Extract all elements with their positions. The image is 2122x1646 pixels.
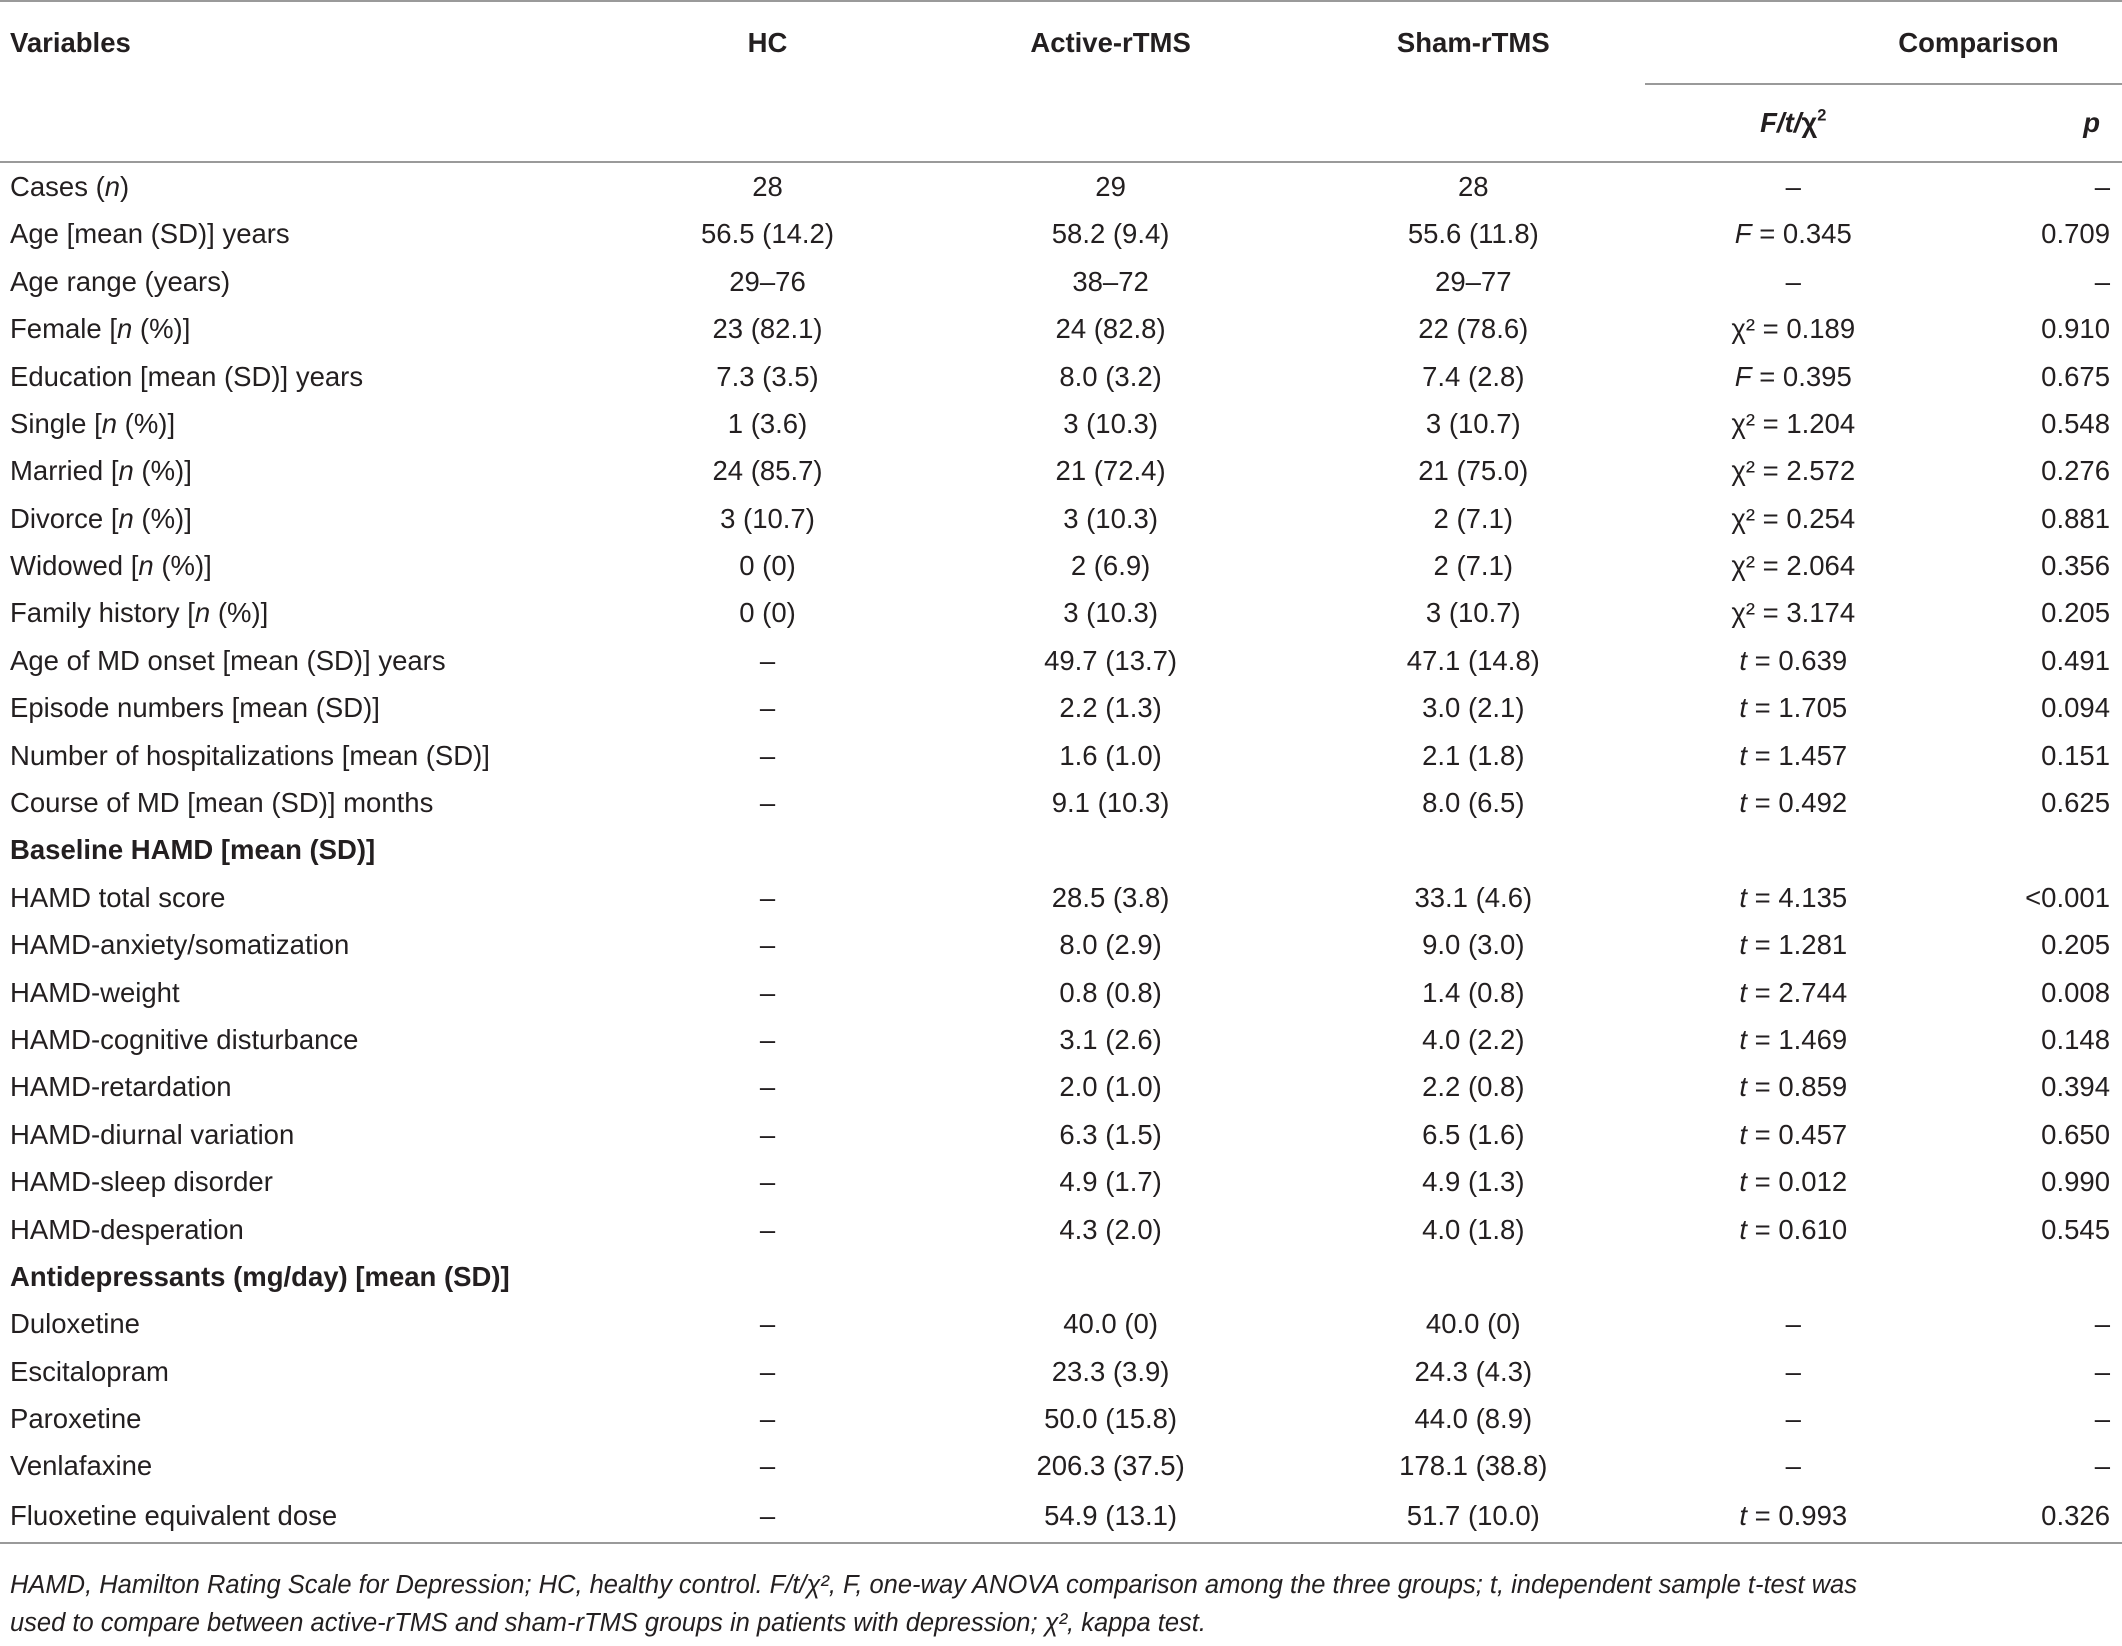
table-row xyxy=(0,1300,2122,1347)
row-label: Family history [n (%)] xyxy=(10,597,269,629)
cell-hc: – xyxy=(759,1023,776,1055)
cell-p: 0.990 xyxy=(2041,1166,2110,1198)
cell-sham: 9.0 (3.0) xyxy=(1422,929,1525,961)
header-p: p xyxy=(1942,84,2122,162)
cell-active: 3 (10.3) xyxy=(1063,407,1158,439)
cell-active: 8.0 (2.9) xyxy=(1059,929,1162,961)
table-row xyxy=(0,1490,2122,1543)
cell-stat: χ² = 3.174 xyxy=(1731,597,1856,629)
cell-p: 0.545 xyxy=(2041,1213,2110,1245)
table-row xyxy=(0,258,2122,305)
footnote-line-2: used to compare between active-rTMS and sham-rTMS groups in patients with depression; χ², kappa test. xyxy=(10,1609,1206,1637)
header-row-2 xyxy=(0,84,2122,162)
cell-sham: 2.2 (0.8) xyxy=(1422,1071,1525,1103)
table-row xyxy=(0,495,2122,542)
cell-hc: – xyxy=(759,1355,776,1387)
cell-sham: 44.0 (8.9) xyxy=(1414,1403,1533,1435)
cell-stat: F = 0.345 xyxy=(1734,218,1852,250)
cell-sham: 22 (78.6) xyxy=(1418,313,1529,345)
table-row xyxy=(0,732,2122,779)
cell-sham: 8.0 (6.5) xyxy=(1422,787,1525,819)
cell-sham: 3 (10.7) xyxy=(1425,407,1521,439)
cell-hc: – xyxy=(759,787,776,819)
cell-sham: 6.5 (1.6) xyxy=(1422,1118,1525,1150)
cell-stat: t = 2.744 xyxy=(1739,976,1848,1008)
cell-active: 50.0 (15.8) xyxy=(1044,1403,1178,1435)
row-label: Episode numbers [mean (SD)] xyxy=(10,692,380,724)
cell-stat: t = 0.993 xyxy=(1645,1490,1942,1543)
cell-sham: 33.1 (4.6) xyxy=(1414,881,1533,913)
footnote-line-1: HAMD, Hamilton Rating Scale for Depression; HC, healthy control. F/t/χ², F, one-way ANOVA comparison among the three groups; t, independent sample t-test was xyxy=(10,1571,1857,1599)
cell-p: 0.709 xyxy=(2041,218,2110,250)
cell-p: 0.650 xyxy=(2041,1118,2110,1150)
row-label: HAMD-retardation xyxy=(10,1071,232,1103)
table-row xyxy=(0,1063,2122,1110)
table-body xyxy=(0,162,2122,1543)
cell-active: 4.3 (2.0) xyxy=(1059,1213,1162,1245)
cell-hc: 0 (0) xyxy=(739,597,796,629)
cell-sham: 40.0 (0) xyxy=(1425,1308,1521,1340)
cell-hc: – xyxy=(759,644,776,676)
cell-hc: – xyxy=(759,1166,776,1198)
cell-stat: – xyxy=(1785,1403,1801,1435)
row-label: Single [n (%)] xyxy=(10,407,176,439)
cell-hc: – xyxy=(759,1450,776,1482)
cell-active: 54.9 (13.1) xyxy=(920,1490,1302,1543)
table-row xyxy=(0,210,2122,257)
row-label: Female [n (%)] xyxy=(10,313,191,345)
cell-active: 3.1 (2.6) xyxy=(1059,1023,1162,1055)
table-row xyxy=(0,1443,2122,1490)
table-row xyxy=(0,400,2122,447)
cell-stat: t = 0.639 xyxy=(1739,644,1848,676)
cell-active: 40.0 (0) xyxy=(1063,1308,1158,1340)
header-stat: $F/t/\chi^2$ xyxy=(1645,84,1942,162)
cell-sham: 47.1 (14.8) xyxy=(1406,644,1540,676)
cell-p: 0.491 xyxy=(2041,644,2110,676)
cell-active: 4.9 (1.7) xyxy=(1059,1166,1162,1198)
row-label: HAMD-desperation xyxy=(10,1213,244,1245)
row-label: Cases (n) xyxy=(10,170,130,202)
section-row xyxy=(0,1253,2122,1300)
table-row xyxy=(0,684,2122,731)
cell-stat: t = 0.012 xyxy=(1739,1166,1848,1198)
cell-p: 0.148 xyxy=(2041,1023,2110,1055)
cell-sham: 4.9 (1.3) xyxy=(1422,1166,1525,1198)
cell-stat: t = 1.469 xyxy=(1739,1023,1848,1055)
cell-active: 9.1 (10.3) xyxy=(1051,787,1170,819)
table-row xyxy=(0,921,2122,968)
section-row xyxy=(0,826,2122,873)
cell-p: 0.008 xyxy=(2041,976,2110,1008)
row-label: Widowed [n (%)] xyxy=(10,550,212,582)
cell-stat: χ² = 0.254 xyxy=(1731,502,1856,534)
cell-hc: 24 (85.7) xyxy=(712,455,823,487)
cell-p: – xyxy=(2094,1450,2110,1482)
cell-sham: 28 xyxy=(1458,170,1489,202)
cell-p: – xyxy=(2094,265,2110,297)
header-comparison xyxy=(1645,1,2122,84)
cell-hc: 56.5 (14.2) xyxy=(701,218,835,250)
cell-sham: 21 (75.0) xyxy=(1418,455,1529,487)
cell-stat: t = 0.457 xyxy=(1739,1118,1848,1150)
cell-stat: t = 1.281 xyxy=(1739,929,1848,961)
row-label: Venlafaxine xyxy=(10,1450,153,1482)
table-row xyxy=(0,542,2122,589)
cell-p: 0.881 xyxy=(2041,502,2110,534)
table-row xyxy=(0,1348,2122,1395)
cell-active: 38–72 xyxy=(1072,265,1149,297)
cell-active: 2.0 (1.0) xyxy=(1059,1071,1162,1103)
table-row xyxy=(0,1111,2122,1158)
cell-stat: F = 0.395 xyxy=(1734,360,1852,392)
row-label: Age [mean (SD)] years xyxy=(10,218,290,250)
cell-hc: 23 (82.1) xyxy=(712,313,823,345)
cell-stat: – xyxy=(1785,1450,1801,1482)
row-label: Course of MD [mean (SD)] months xyxy=(10,787,434,819)
cell-stat: t = 0.859 xyxy=(1739,1071,1848,1103)
cell-p: – xyxy=(2094,170,2110,202)
row-label: Escitalopram xyxy=(10,1355,169,1387)
header-comparison-label: Comparison xyxy=(1898,26,2059,58)
cell-sham: 2 (7.1) xyxy=(1433,550,1514,582)
cell-p: 0.356 xyxy=(2041,550,2110,582)
cell-stat: – xyxy=(1785,1308,1801,1340)
cell-sham: 3 (10.7) xyxy=(1425,597,1521,629)
row-label: Age of MD onset [mean (SD)] years xyxy=(10,644,446,676)
row-label: Number of hospitalizations [mean (SD)] xyxy=(10,739,490,771)
cell-active: 6.3 (1.5) xyxy=(1059,1118,1162,1150)
header-sham: Sham-rTMS xyxy=(1302,1,1645,84)
cell-hc: 7.3 (3.5) xyxy=(716,360,819,392)
cell-p: 0.205 xyxy=(2041,929,2110,961)
cell-sham: 2 (7.1) xyxy=(1433,502,1514,534)
cell-active: 29 xyxy=(1095,170,1126,202)
cell-p: – xyxy=(2094,1355,2110,1387)
cell-p: 0.910 xyxy=(2041,313,2110,345)
cell-hc: – xyxy=(759,1403,776,1435)
cell-stat: χ² = 2.064 xyxy=(1731,550,1856,582)
cell-stat: χ² = 0.189 xyxy=(1731,313,1856,345)
cell-sham: 2.1 (1.8) xyxy=(1422,739,1525,771)
cell-stat: t = 1.457 xyxy=(1739,739,1848,771)
row-label: HAMD-anxiety/somatization xyxy=(10,929,350,961)
table-row xyxy=(0,353,2122,400)
cell-active: 2.2 (1.3) xyxy=(1059,692,1162,724)
cell-p: 0.151 xyxy=(2041,739,2110,771)
header-active: Active-rTMS xyxy=(920,1,1302,84)
cell-active: 3 (10.3) xyxy=(1063,502,1158,534)
cell-active: 24 (82.8) xyxy=(1055,313,1166,345)
cell-stat: t = 0.610 xyxy=(1739,1213,1848,1245)
cell-stat: χ² = 2.572 xyxy=(1731,455,1856,487)
cell-stat: – xyxy=(1785,1355,1801,1387)
cell-hc: – xyxy=(759,929,776,961)
table-row xyxy=(0,874,2122,921)
cell-sham: 178.1 (38.8) xyxy=(1399,1450,1548,1482)
row-label: HAMD total score xyxy=(10,881,226,913)
cell-p: 0.394 xyxy=(2041,1071,2110,1103)
cell-p: 0.276 xyxy=(2041,455,2110,487)
cell-hc: – xyxy=(759,976,776,1008)
cell-sham: 4.0 (2.2) xyxy=(1422,1023,1525,1055)
cell-stat: t = 0.492 xyxy=(1739,787,1848,819)
cell-hc: 1 (3.6) xyxy=(727,407,808,439)
row-label: Education [mean (SD)] years xyxy=(10,360,364,392)
table-footnote xyxy=(10,1566,2110,1642)
cell-sham: 51.7 (10.0) xyxy=(1302,1490,1645,1543)
cell-p: 0.675 xyxy=(2041,360,2110,392)
cell-p: – xyxy=(2094,1403,2110,1435)
cell-hc: – xyxy=(615,1490,919,1543)
table-row xyxy=(0,1016,2122,1063)
cell-active: 0.8 (0.8) xyxy=(1059,976,1162,1008)
cell-hc: 0 (0) xyxy=(739,550,796,582)
cell-stat: – xyxy=(1785,265,1801,297)
row-label: Duloxetine xyxy=(10,1308,140,1340)
cell-active: 28.5 (3.8) xyxy=(1051,881,1170,913)
section-heading: Baseline HAMD [mean (SD)] xyxy=(10,834,376,866)
header-hc: HC xyxy=(615,1,919,84)
cell-active: 49.7 (13.7) xyxy=(1044,644,1178,676)
cell-p: 0.205 xyxy=(2041,597,2110,629)
table-row xyxy=(0,590,2122,637)
table-row xyxy=(0,1206,2122,1253)
cell-sham: 3.0 (2.1) xyxy=(1422,692,1525,724)
cell-hc: 28 xyxy=(752,170,783,202)
cell-hc: – xyxy=(759,692,776,724)
cell-sham: 55.6 (11.8) xyxy=(1407,218,1539,250)
cell-sham: 1.4 (0.8) xyxy=(1422,976,1525,1008)
header-variables: Variables xyxy=(0,1,615,84)
cell-p: 0.094 xyxy=(2041,692,2110,724)
cell-hc: – xyxy=(759,1213,776,1245)
cell-p: 0.548 xyxy=(2041,407,2110,439)
row-label: Fluoxetine equivalent dose xyxy=(0,1490,615,1543)
header-row-1 xyxy=(0,1,2122,84)
cell-p: – xyxy=(2094,1308,2110,1340)
cell-active: 21 (72.4) xyxy=(1055,455,1166,487)
cell-sham: 24.3 (4.3) xyxy=(1414,1355,1533,1387)
row-label: Age range (years) xyxy=(10,265,231,297)
cell-sham: 7.4 (2.8) xyxy=(1422,360,1525,392)
cell-active: 1.6 (1.0) xyxy=(1059,739,1162,771)
row-label: Married [n (%)] xyxy=(10,455,192,487)
cell-hc: – xyxy=(759,881,776,913)
cell-stat: t = 4.135 xyxy=(1739,881,1848,913)
row-label: HAMD-sleep disorder xyxy=(10,1166,273,1198)
cell-p: <0.001 xyxy=(2025,881,2110,913)
table-row xyxy=(0,637,2122,684)
table-row xyxy=(0,162,2122,210)
row-label: Paroxetine xyxy=(10,1403,142,1435)
table-row xyxy=(0,1158,2122,1205)
cell-active: 206.3 (37.5) xyxy=(1036,1450,1185,1482)
cell-sham: 4.0 (1.8) xyxy=(1422,1213,1525,1245)
cell-active: 23.3 (3.9) xyxy=(1051,1355,1170,1387)
table-row xyxy=(0,1395,2122,1442)
row-label: HAMD-weight xyxy=(10,976,180,1008)
cell-stat: t = 1.705 xyxy=(1739,692,1848,724)
cell-active: 2 (6.9) xyxy=(1070,550,1151,582)
table-row xyxy=(0,305,2122,352)
cell-hc: – xyxy=(759,739,776,771)
cell-active: 8.0 (3.2) xyxy=(1059,360,1162,392)
cell-hc: – xyxy=(759,1071,776,1103)
cell-hc: 29–76 xyxy=(729,265,806,297)
cell-active: 58.2 (9.4) xyxy=(1051,218,1170,250)
cell-hc: – xyxy=(759,1118,776,1150)
cell-hc: 3 (10.7) xyxy=(720,502,815,534)
cell-p: 0.326 xyxy=(1942,1490,2122,1543)
cell-hc: – xyxy=(759,1308,776,1340)
cell-active: 3 (10.3) xyxy=(1063,597,1158,629)
table-row xyxy=(0,779,2122,826)
table-row xyxy=(0,969,2122,1016)
cell-stat: χ² = 1.204 xyxy=(1731,407,1856,439)
row-label: HAMD-cognitive disturbance xyxy=(10,1023,359,1055)
cell-p: 0.625 xyxy=(2041,787,2110,819)
cell-stat: – xyxy=(1785,170,1801,202)
section-heading: Antidepressants (mg/day) [mean (SD)] xyxy=(10,1260,510,1292)
table-row xyxy=(0,447,2122,494)
row-label: Divorce [n (%)] xyxy=(10,502,192,534)
row-label: HAMD-diurnal variation xyxy=(10,1118,295,1150)
cell-sham: 29–77 xyxy=(1435,265,1512,297)
